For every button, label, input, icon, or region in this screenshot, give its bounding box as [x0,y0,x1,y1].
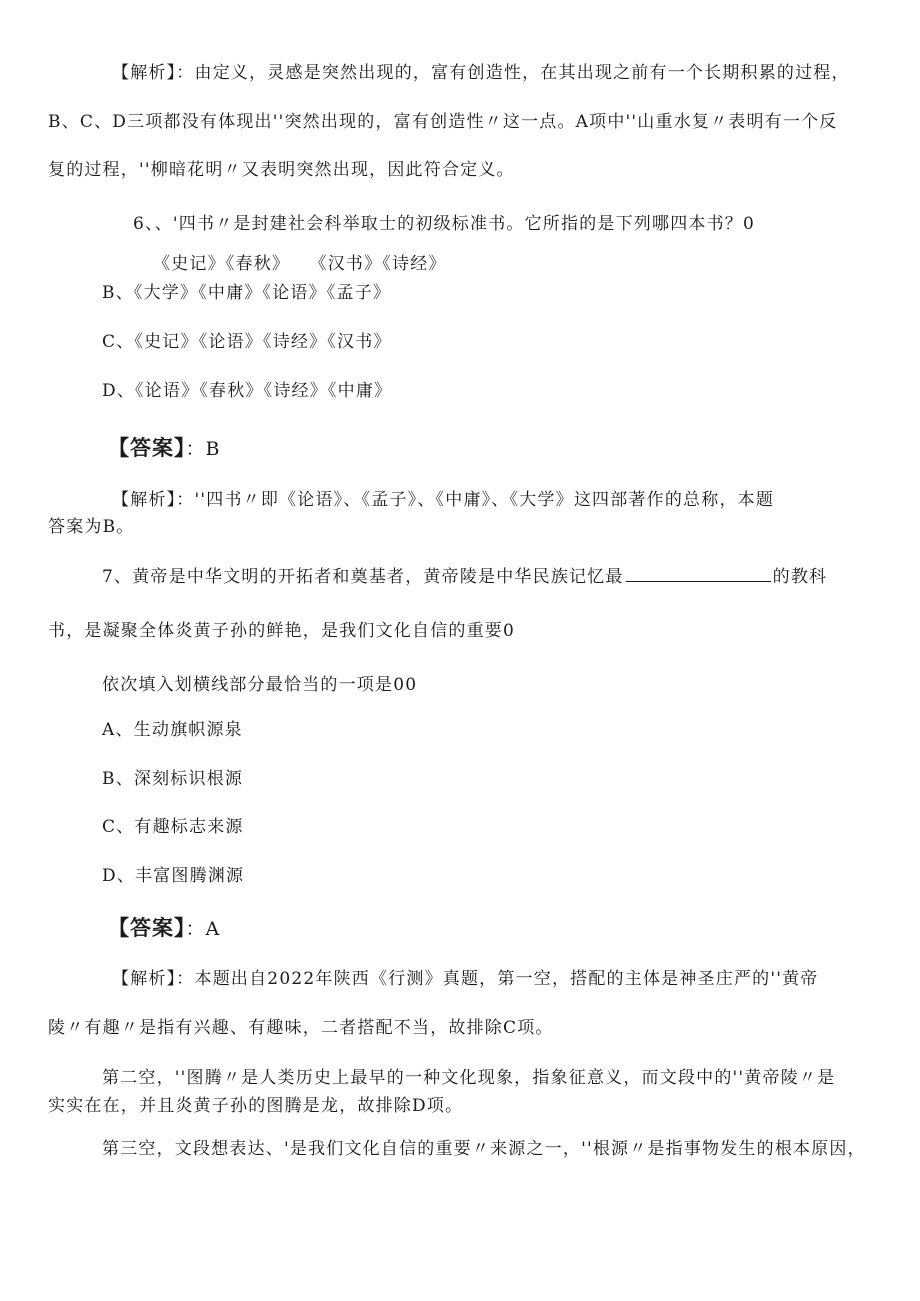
q7-analysis-line-5: 第三空，文段想表达、'是我们文化自信的重要〃来源之一，''根源〃是指事物发生的根本原因， [102,1139,866,1159]
q7-analysis-line-3: 第二空，''图腾〃是人类历史上最早的一种文化现象，指象征意义，而文段中的''黄帝陵〃是 [102,1068,836,1088]
q7-answer [108,914,220,943]
q6-stem: 6、、'四书〃是封建社会科举取士的初级标准书。它所指的是下列哪四本书？0 [133,214,756,234]
q6-option-c: C、《史记》《论语》《诗经》《汉书》 [102,332,392,352]
q6-option-b: B、《大学》《中庸》《论语》《孟子》 [102,283,392,303]
fill-in-blank [626,565,771,582]
q7-option-a: A、生动旗帜源泉 [102,720,243,740]
q6-option-a: 《史记》《春秋》 《汉书》《诗经》 [153,254,447,274]
q6-answer-value: ：B [185,438,221,460]
q5-analysis-line-3: 复的过程，''柳暗花明〃又表明突然出现，因此符合定义。 [48,160,515,180]
q7-stem-line-1 [102,565,827,589]
q5-analysis-line-2: B、C、D三项都没有体现出''突然出现的，富有创造性〃这一点。A项中''山重水复〃表明有一个反 [48,112,838,132]
q7-option-c: C、有趣标志来源 [102,817,244,837]
q6-answer-tag: 【答案】 [108,436,186,460]
q7-instruction: 依次填入划横线部分最恰当的一项是00 [102,675,418,695]
q6-analysis-line-1: 【解析】：''四书〃即《论语》、《孟子》、《中庸》、《大学》这四部著作的总称，本题 [112,490,775,510]
q7-option-d: D、丰富图腾渊源 [102,866,245,886]
q7-analysis-line-4: 实实在在，并且炎黄子孙的图腾是龙，故排除D项。 [48,1096,464,1116]
q6-analysis-line-2: 答案为B。 [48,517,135,537]
q6-answer [108,434,220,463]
q7-stem-part-1: 7、黄帝是中华文明的开拓者和奠基者，黄帝陵是中华民族记忆最 [102,567,624,587]
q7-stem-line-2: 书，是凝聚全体炎黄子孙的鲜艳，是我们文化自信的重要0 [48,621,516,641]
q5-analysis-line-1: 【解析】：由定义，灵感是突然出现的，富有创造性，在其出现之前有一个长期积累的过程， [112,63,850,83]
q7-answer-tag: 【答案】 [108,916,186,940]
q7-stem-part-2: 的教科 [772,567,828,587]
q7-option-b: B、深刻标识根源 [102,769,244,789]
q6-option-d: D、《论语》《春秋》《诗经》《中庸》 [102,381,393,401]
q7-answer-value: ：A [185,918,221,940]
q7-analysis-line-1: 【解析】：本题出自2022年陕西《行测》真题，第一空，搭配的主体是神圣庄严的''黄帝 [112,969,819,989]
q7-analysis-line-2: 陵〃有趣〃是指有兴趣、有趣味，二者搭配不当，故排除C项。 [48,1018,554,1038]
